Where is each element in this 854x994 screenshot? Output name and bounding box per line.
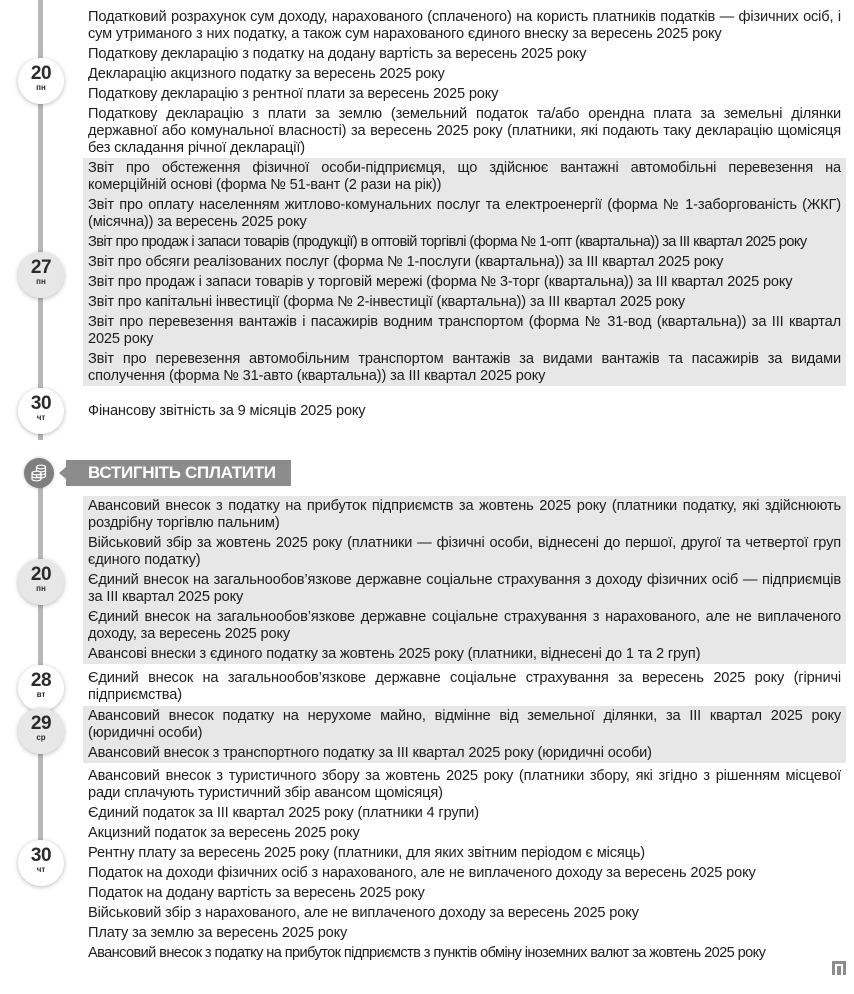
list-item: Звіт про перевезення вантажів і пасажирів водним транспортом (форма № 31-вод (квартальна)) за III квартал 2025 року <box>88 313 841 347</box>
day-number: 20 <box>30 63 52 84</box>
list-item: Авансові внески з єдиного податку за жовтень 2025 року (платники, віднесені до 1 та 2 груп) <box>88 645 701 662</box>
list-item: Єдиний податок за III квартал 2025 року (платники 4 групи) <box>88 804 480 821</box>
list-item: Військовий збір за жовтень 2025 року (платники — фізичні особи, віднесені до першої, другої та четвертої груп єдиного податку) <box>88 534 841 568</box>
list-item: Податок на додану вартість за вересень 2025 року <box>88 884 425 901</box>
weekday: ср <box>36 733 46 742</box>
list-item: Податковий розрахунок сум доходу, нарахованого (сплаченого) на користь платників податків — фізичних осіб, і сум утриманого з них податку, а також сум нарахованого єдиного внеску за вересень 2025 року <box>88 8 841 42</box>
day-number: 30 <box>30 393 52 414</box>
list-item: Звіт про перевезення автомобільним транспортом вантажів за видами вантажів та пасажирів за видами сполучення (форма № 31-авто (квартальна)) за III квартал 2025 року <box>88 350 841 384</box>
date-badge <box>18 559 64 605</box>
list-item: Звіт про обсяги реалізованих послуг (форма № 1-послуги (квартальна)) за III квартал 2025 року <box>88 253 724 270</box>
submit-group-27 <box>83 158 846 386</box>
weekday: чт <box>36 413 46 422</box>
day-number: 27 <box>30 257 52 278</box>
day-number: 20 <box>30 564 52 585</box>
list-item: Плату за землю за вересень 2025 року <box>88 924 348 941</box>
list-item: Рентну плату за вересень 2025 року (платники, для яких звітним періодом є місяць) <box>88 844 645 861</box>
list-item: Єдиний внесок на загальнообов’язкове державне соціальне страхування з нарахованого, але не виплаченого доходу, за вересень 2025 року <box>88 608 841 642</box>
list-item: Звіт про продаж і запаси товарів у торговій мережі (форма № 3-торг (квартальна)) за III квартал 2025 року <box>88 273 793 290</box>
list-item: Декларацію акцизного податку за вересень 2025 року <box>88 65 445 82</box>
weekday: чт <box>36 865 46 874</box>
list-item: Фінансову звітність за 9 місяців 2025 року <box>88 402 366 419</box>
list-item: Авансовий внесок з податку на прибуток підприємств за жовтень 2025 року (платники податку, які здійснюють роздрібну торгівлю пальним) <box>88 497 841 531</box>
date-badge <box>18 388 64 434</box>
date-badge <box>18 840 64 886</box>
list-item: Податкову декларацію з податку на додану вартість за вересень 2025 року <box>88 45 587 62</box>
date-badge <box>18 665 64 711</box>
day-number: 29 <box>30 713 52 734</box>
list-item: Авансовий внесок з податку на прибуток підприємств з пунктів обміну іноземних валют за жовтень 2025 року <box>88 944 766 961</box>
day-number: 30 <box>30 845 52 866</box>
publisher-logo-icon <box>832 961 846 975</box>
pay-section-title: ВСТИГНІТЬ СПЛАТИТИ <box>66 460 291 486</box>
list-item: Єдиний внесок на загальнообов’язкове державне соціальне страхування за вересень 2025 року (гірничі підприємства) <box>88 669 841 703</box>
list-item: Звіт про продаж і запаси товарів (продукції) в оптовій торгівлі (форма № 1-опт (квартальна)) за III квартал 2025 року <box>88 233 807 250</box>
list-item: Звіт про обстеження фізичної особи-підприємця, що здійснює вантажні автомобільні перевезення на комерційній основі (форма № 51-вант (2 рази на рік)) <box>88 159 841 193</box>
weekday: вт <box>36 690 46 699</box>
weekday: пн <box>36 277 46 286</box>
list-item: Авансовий внесок податку на нерухоме майно, відмінне від земельної ділянки, за III квартал 2025 року (юридичні особи) <box>88 707 841 741</box>
list-item: Авансовий внесок з транспортного податку за III квартал 2025 року (юридичні особи) <box>88 744 652 761</box>
pay-group-30 <box>83 766 846 963</box>
date-badge <box>18 708 64 754</box>
list-item: Авансовий внесок з туристичного збору за жовтень 2025 року (платники збору, які згідно з рішенням місцевої ради сплачують туристичний збір авансом щомісяця) <box>88 767 841 801</box>
day-number: 28 <box>30 670 52 691</box>
list-item: Звіт про капітальні інвестиції (форма № 2-інвестиції (квартальна)) за III квартал 2025 року <box>88 293 686 310</box>
date-badge <box>18 58 64 104</box>
list-item: Податок на доходи фізичних осіб з нарахованого, але не виплаченого доходу за вересень 2025 року <box>88 864 756 881</box>
pay-group-28 <box>83 668 846 705</box>
weekday: пн <box>36 83 46 92</box>
submit-group-30 <box>83 401 846 421</box>
list-item: Військовий збір з нарахованого, але не виплаченого доходу за вересень 2025 року <box>88 904 639 921</box>
weekday: пн <box>36 584 46 593</box>
pay-group-20 <box>83 496 846 664</box>
pay-group-29 <box>83 706 846 763</box>
list-item: Податкову декларацію з плати за землю (земельний податок та/або орендна плата за земельні ділянки державної або комунальної власності) за вересень 2025 року (платники, які подають таку декларацію щомісяця без складання річної декларації) <box>88 105 841 156</box>
list-item: Звіт про оплату населенням житлово-комунальних послуг та електроенергії (форма № 1-заборгованість (ЖКГ) (місячна)) за вересень 2025 року <box>88 196 841 230</box>
coins-icon <box>24 458 54 488</box>
submit-group-20 <box>83 7 846 158</box>
list-item: Акцизний податок за вересень 2025 року <box>88 824 360 841</box>
list-item: Єдиний внесок на загальнообов’язкове державне соціальне страхування з доходу фізичних осіб — підприємців за III квартал 2025 року <box>88 571 841 605</box>
list-item: Податкову декларацію з рентної плати за вересень 2025 року <box>88 85 499 102</box>
date-badge <box>18 252 64 298</box>
